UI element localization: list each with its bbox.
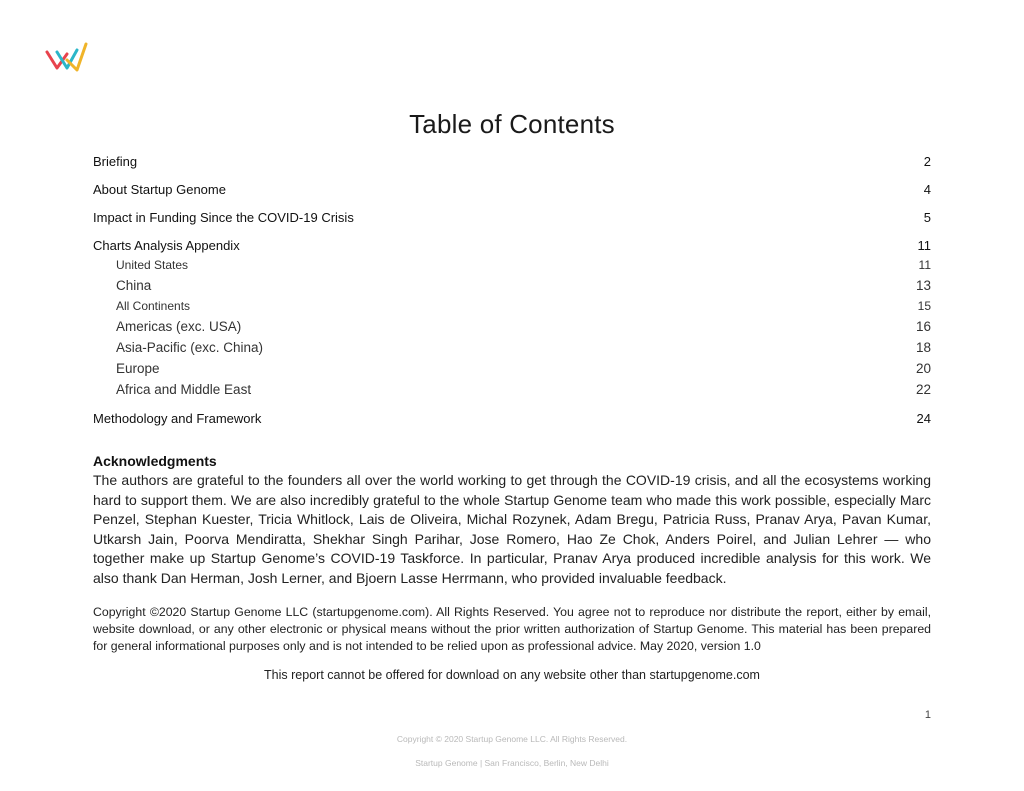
- toc-item-about-startup-genome[interactable]: [93, 182, 931, 210]
- toc-item-page: 2: [923, 154, 931, 169]
- toc-item-briefing[interactable]: [93, 154, 931, 182]
- footer-copyright: Copyright © 2020 Startup Genome LLC. All Rights Reserved.: [396, 734, 628, 744]
- toc-item-page: 11: [917, 238, 931, 253]
- footer-locations: Startup Genome | San Francisco, Berlin, New Delhi: [415, 758, 609, 768]
- toc-subitem-label: Africa and Middle East: [116, 382, 252, 397]
- acknowledgments-heading: Acknowledgments: [93, 453, 217, 469]
- toc-subitem-china[interactable]: [93, 278, 931, 299]
- toc-subitem-page: 18: [915, 340, 931, 355]
- toc-item-page: 24: [916, 411, 931, 426]
- toc-subitem-asia-pacific[interactable]: [93, 340, 931, 361]
- toc-subitem-americas[interactable]: [93, 319, 931, 340]
- toc-subitem-page: 13: [915, 278, 931, 293]
- toc-subitem-page: 20: [915, 361, 931, 376]
- page-number: 1: [924, 709, 931, 721]
- toc-item-label: Methodology and Framework: [93, 411, 262, 426]
- toc-item-page: 5: [923, 210, 931, 225]
- toc-item-label: About Startup Genome: [93, 182, 226, 197]
- acknowledgments-text: The authors are grateful to the founders all over the world working to get through the COVID-19 crisis, and all the ecosystems working hard to support them. We are also incredibly grateful to the whole Startup Genome team who made this work possible, especially Marc Penzel, Stephan Kuester, Tricia Whitlock, Lais de Oliveira, Michal Rozynek, Adam Bregu, Patricia Russ, Pranav Arya, Pavan Kumar, Utkarsh Jain, Poorva Mendiratta, Shekhar Singh Parihar, Jose Romero, Hao Ze Chok, Anders Poirel, and Julian Lehrer — who together make up Startup Genome’s COVID-19 Taskforce. In particular, Pranav Arya produced incredible analysis for this work. We also thank Dan Herman, Josh Lerner, and Bjoern Lasse Herrmann, who provided invaluable feedback.: [93, 472, 931, 586]
- toc-subitem-all-continents[interactable]: [93, 299, 931, 319]
- toc-item-label: Briefing: [93, 154, 138, 169]
- copyright-text: Copyright ©2020 Startup Genome LLC (startupgenome.com). All Rights Reserved. You agree not to reproduce nor distribute the report, either by email, website download, or any other electronic or physical means without the prior written authorization of Startup Genome. This material has been prepared for general informational purposes only and is not intended to be relied upon as professional advice. May 2020, version 1.0: [93, 605, 931, 653]
- toc-subitem-label: All Continents: [116, 299, 191, 313]
- toc-item-page: 4: [923, 182, 931, 197]
- toc-subitem-africa-middle-east[interactable]: [93, 382, 931, 403]
- toc-subitem-label: Asia-Pacific (exc. China): [116, 340, 264, 355]
- toc-subitem-europe[interactable]: [93, 361, 931, 382]
- table-of-contents: [93, 154, 931, 439]
- toc-subitem-label: Americas (exc. USA): [116, 319, 242, 334]
- toc-subitem-label: United States: [116, 258, 189, 272]
- acknowledgments-section: [93, 453, 931, 588]
- page-title: Table of Contents: [409, 109, 615, 140]
- toc-subitem-page: 16: [915, 319, 931, 334]
- toc-subitem-label: China: [116, 278, 152, 293]
- toc-subitem-label: Europe: [116, 361, 160, 376]
- toc-item-methodology[interactable]: [93, 411, 931, 439]
- startup-genome-logo-icon: [44, 40, 90, 76]
- download-notice: This report cannot be offered for download on any website other than startupgenome.com: [264, 668, 760, 682]
- toc-subitem-united-states[interactable]: [93, 258, 931, 278]
- toc-item-charts-analysis-appendix[interactable]: [93, 238, 931, 258]
- toc-subitem-page: 22: [915, 382, 931, 397]
- toc-subitem-page: 15: [917, 299, 931, 313]
- toc-subitem-page: 11: [918, 258, 931, 272]
- toc-item-impact-in-funding[interactable]: [93, 210, 931, 238]
- toc-item-label: Impact in Funding Since the COVID-19 Crisis: [93, 210, 354, 225]
- toc-item-label: Charts Analysis Appendix: [93, 238, 240, 253]
